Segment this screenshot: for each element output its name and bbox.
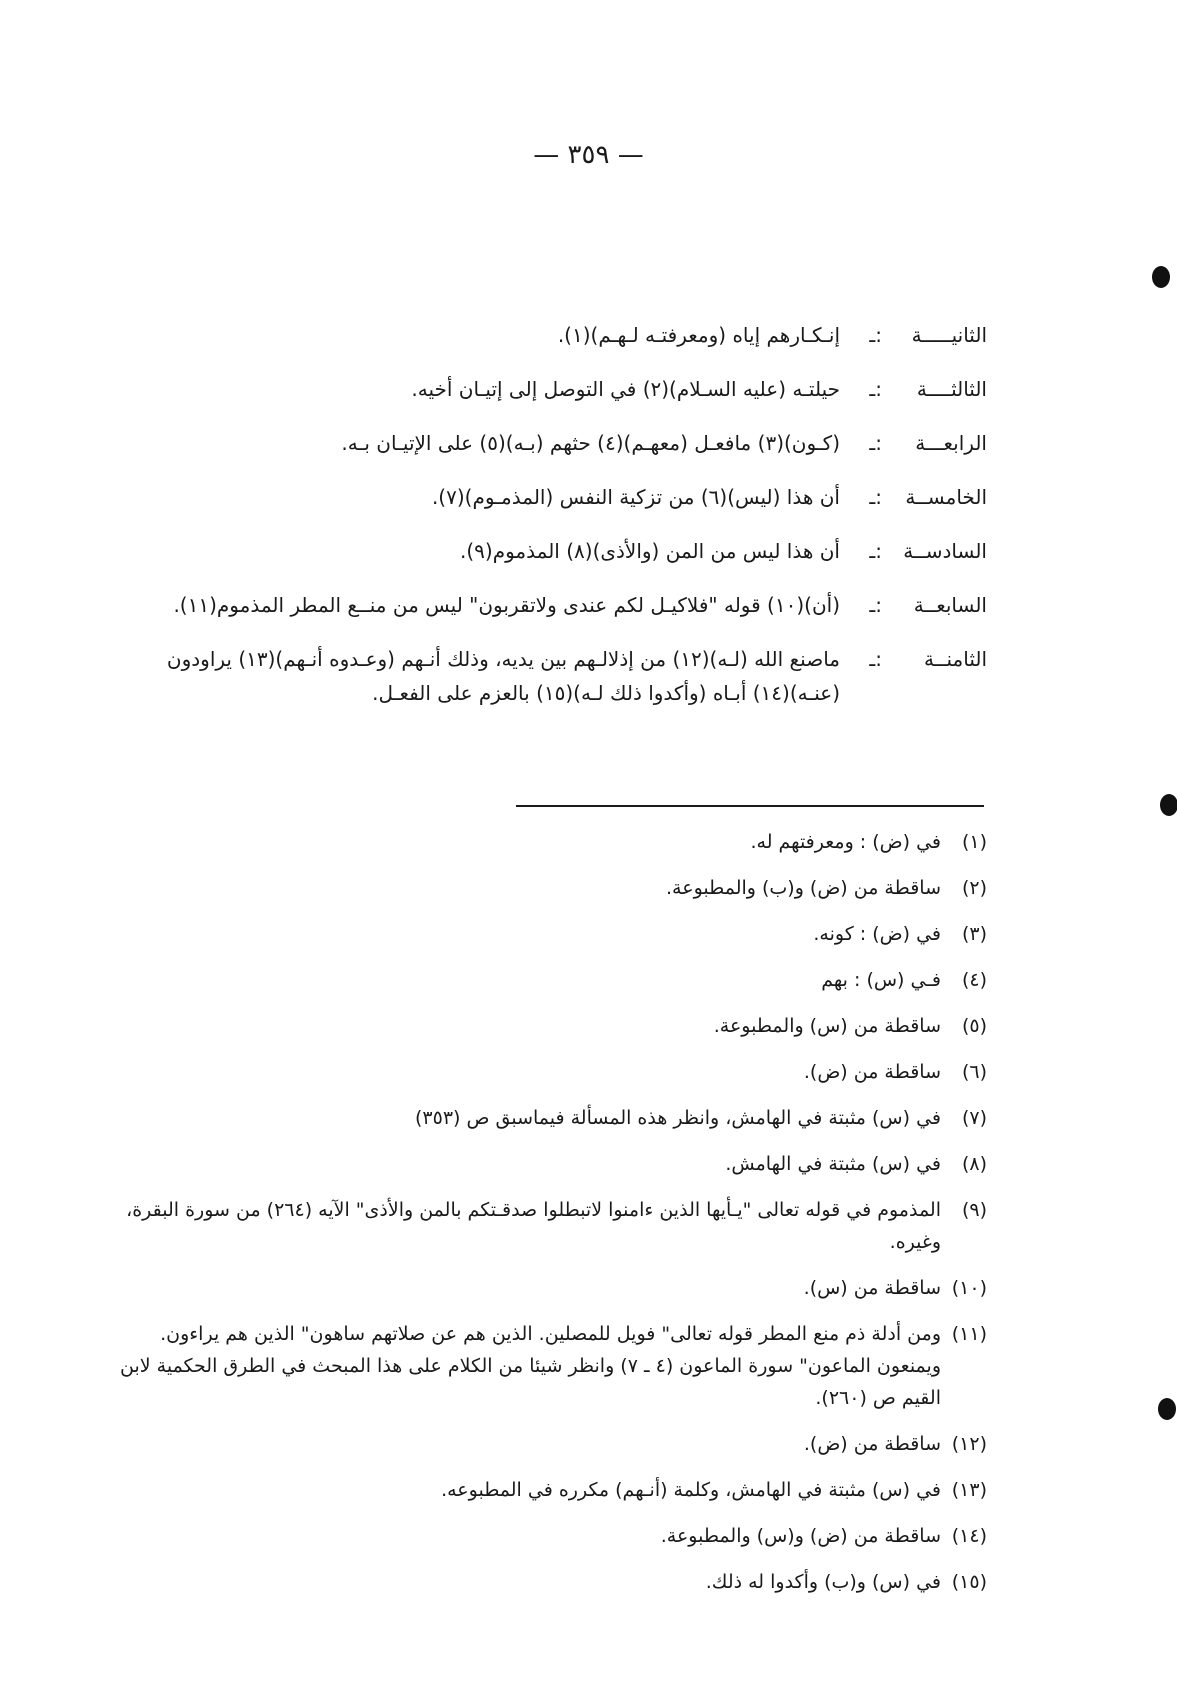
item-label: الثالثــــة: [916, 377, 987, 401]
item-text: أن هذا ليس من المن (والأذى)(٨) المذموم(٩).: [459, 539, 840, 563]
footnote: [117, 872, 987, 904]
list-item: [147, 372, 987, 406]
footnote: [117, 1102, 987, 1134]
footnote-number: (١١): [951, 1323, 987, 1345]
footnote: [117, 1566, 987, 1598]
footnote-text: ساقطة من (ض).: [803, 1433, 941, 1455]
footnote: [117, 964, 987, 996]
list-item: [147, 426, 987, 460]
numbered-points: [147, 318, 987, 730]
footnote-number: (١٢): [951, 1433, 987, 1455]
footnote-number: (١٣): [951, 1479, 987, 1501]
footnote-text: في (س) و(ب) وأكدوا له ذلك.: [705, 1571, 941, 1593]
footnote: [117, 1474, 987, 1506]
footnote-number: (٧): [961, 1107, 987, 1129]
item-label: الرابعـــة: [915, 431, 987, 455]
list-item: [147, 534, 987, 568]
item-text: إنـكـارهم إياه (ومعرفتـه لـهـم)(١).: [557, 323, 840, 347]
item-text: حيلتـه (عليه السـلام)(٢) في التوصل إلى إتيـان أخيه.: [411, 377, 840, 401]
page-number: — ٣٥٩ —: [533, 140, 644, 170]
list-item: [147, 642, 987, 710]
punch-hole-mark: [1152, 266, 1170, 288]
footnote: [117, 826, 987, 858]
footnote-text: في (س) مثبتة في الهامش، وكلمة (أنـهم) مكرره في المطبوعه.: [441, 1479, 941, 1501]
footnote-text: في (ض) : ومعرفتهم له.: [750, 831, 941, 853]
footnote-text: ومن أدلة ذم منع المطر قوله تعالى" فويل للمصلين. الذين هم عن صلاتهم ساهون" الذين هم يراءون. ويمنعون الماعون" سورة الماعون (٤ ـ ٧) وانظر شيئا من الكلام على هذا المبحث في الطرق الحكمية لابن القيم ص (٢٦٠).: [120, 1323, 941, 1409]
item-label: الثانيـــــة: [911, 323, 987, 347]
punch-hole-mark: [1160, 794, 1177, 816]
footnote-number: (١٥): [951, 1571, 987, 1593]
item-text: ماصنع الله (لـه)(١٢) من إذلالـهم بين يديه، وذلك أنـهم (وعـدوه أنـهم)(١٣) يراودون (عنـه)(١٤) أبـاه (وأكدوا ذلك لـه)(١٥) بالعزم على الفعـل.: [166, 647, 840, 705]
item-text: أن هذا (ليس)(٦) من تزكية النفس (المذمـوم)(٧).: [431, 485, 840, 509]
item-separator: :ـ: [869, 431, 882, 455]
footnote: [117, 1318, 987, 1414]
list-item: [147, 480, 987, 514]
footnote-divider: [516, 805, 984, 807]
item-separator: :ـ: [869, 539, 882, 563]
footnote: [117, 1010, 987, 1042]
footnote-number: (١٤): [951, 1525, 987, 1547]
footnote-text: ساقطة من (ض).: [803, 1061, 941, 1083]
footnote-text: ساقطة من (س) والمطبوعة.: [713, 1015, 941, 1037]
footnote-number: (٥): [961, 1015, 987, 1037]
footnote: [117, 1428, 987, 1460]
item-separator: :ـ: [869, 593, 882, 617]
footnote-number: (١): [961, 831, 987, 853]
item-label: السادســة: [903, 539, 987, 563]
footnote-text: ساقطة من (ض) و(س) والمطبوعة.: [660, 1525, 941, 1547]
item-separator: :ـ: [869, 647, 882, 671]
footnote: [117, 918, 987, 950]
footnote-text: في (س) مثبتة في الهامش.: [725, 1153, 941, 1175]
footnote-number: (٨): [961, 1153, 987, 1175]
item-separator: :ـ: [869, 323, 882, 347]
footnote-number: (١٠): [951, 1277, 987, 1299]
footnote-number: (٤): [961, 969, 987, 991]
list-item: [147, 588, 987, 622]
item-label: الخامســة: [905, 485, 987, 509]
footnote-number: (٩): [961, 1199, 987, 1221]
footnotes: [117, 826, 987, 1612]
footnote: [117, 1272, 987, 1304]
footnote-text: في (ض) : كونه.: [813, 923, 941, 945]
footnote: [117, 1148, 987, 1180]
item-text: (أن)(١٠) قوله "فلاكيـل لكم عندى ولاتقربون" ليس من منــع المطر المذموم(١١).: [173, 593, 840, 617]
item-label: الثامنــة: [924, 647, 987, 671]
item-separator: :ـ: [869, 485, 882, 509]
item-separator: :ـ: [869, 377, 882, 401]
footnote-text: فـي (س) : بهم: [821, 969, 941, 991]
footnote-number: (٢): [961, 877, 987, 899]
list-item: [147, 318, 987, 352]
footnote-text: ساقطة من (ض) و(ب) والمطبوعة.: [666, 877, 941, 899]
footnote-text: في (س) مثبتة في الهامش، وانظر هذه المسألة فيماسبق ص (٣٥٣): [414, 1107, 941, 1129]
item-text: (كـون)(٣) مافعـل (معهـم)(٤) حثهم (بـه)(٥) على الإتيـان بـه.: [341, 431, 840, 455]
footnote: [117, 1194, 987, 1258]
footnote-number: (٦): [961, 1061, 987, 1083]
footnote-text: المذموم في قوله تعالى "يـأيها الذين ءامنوا لاتبطلوا صدقـتكم بالمن والأذى" الآيه (٢٦٤) من سورة البقرة، وغيره.: [126, 1199, 941, 1253]
footnote: [117, 1056, 987, 1088]
footnote-text: ساقطة من (س).: [803, 1277, 941, 1299]
footnote: [117, 1520, 987, 1552]
punch-hole-mark: [1158, 1398, 1176, 1420]
footnote-number: (٣): [961, 923, 987, 945]
item-label: السابعــة: [913, 593, 987, 617]
